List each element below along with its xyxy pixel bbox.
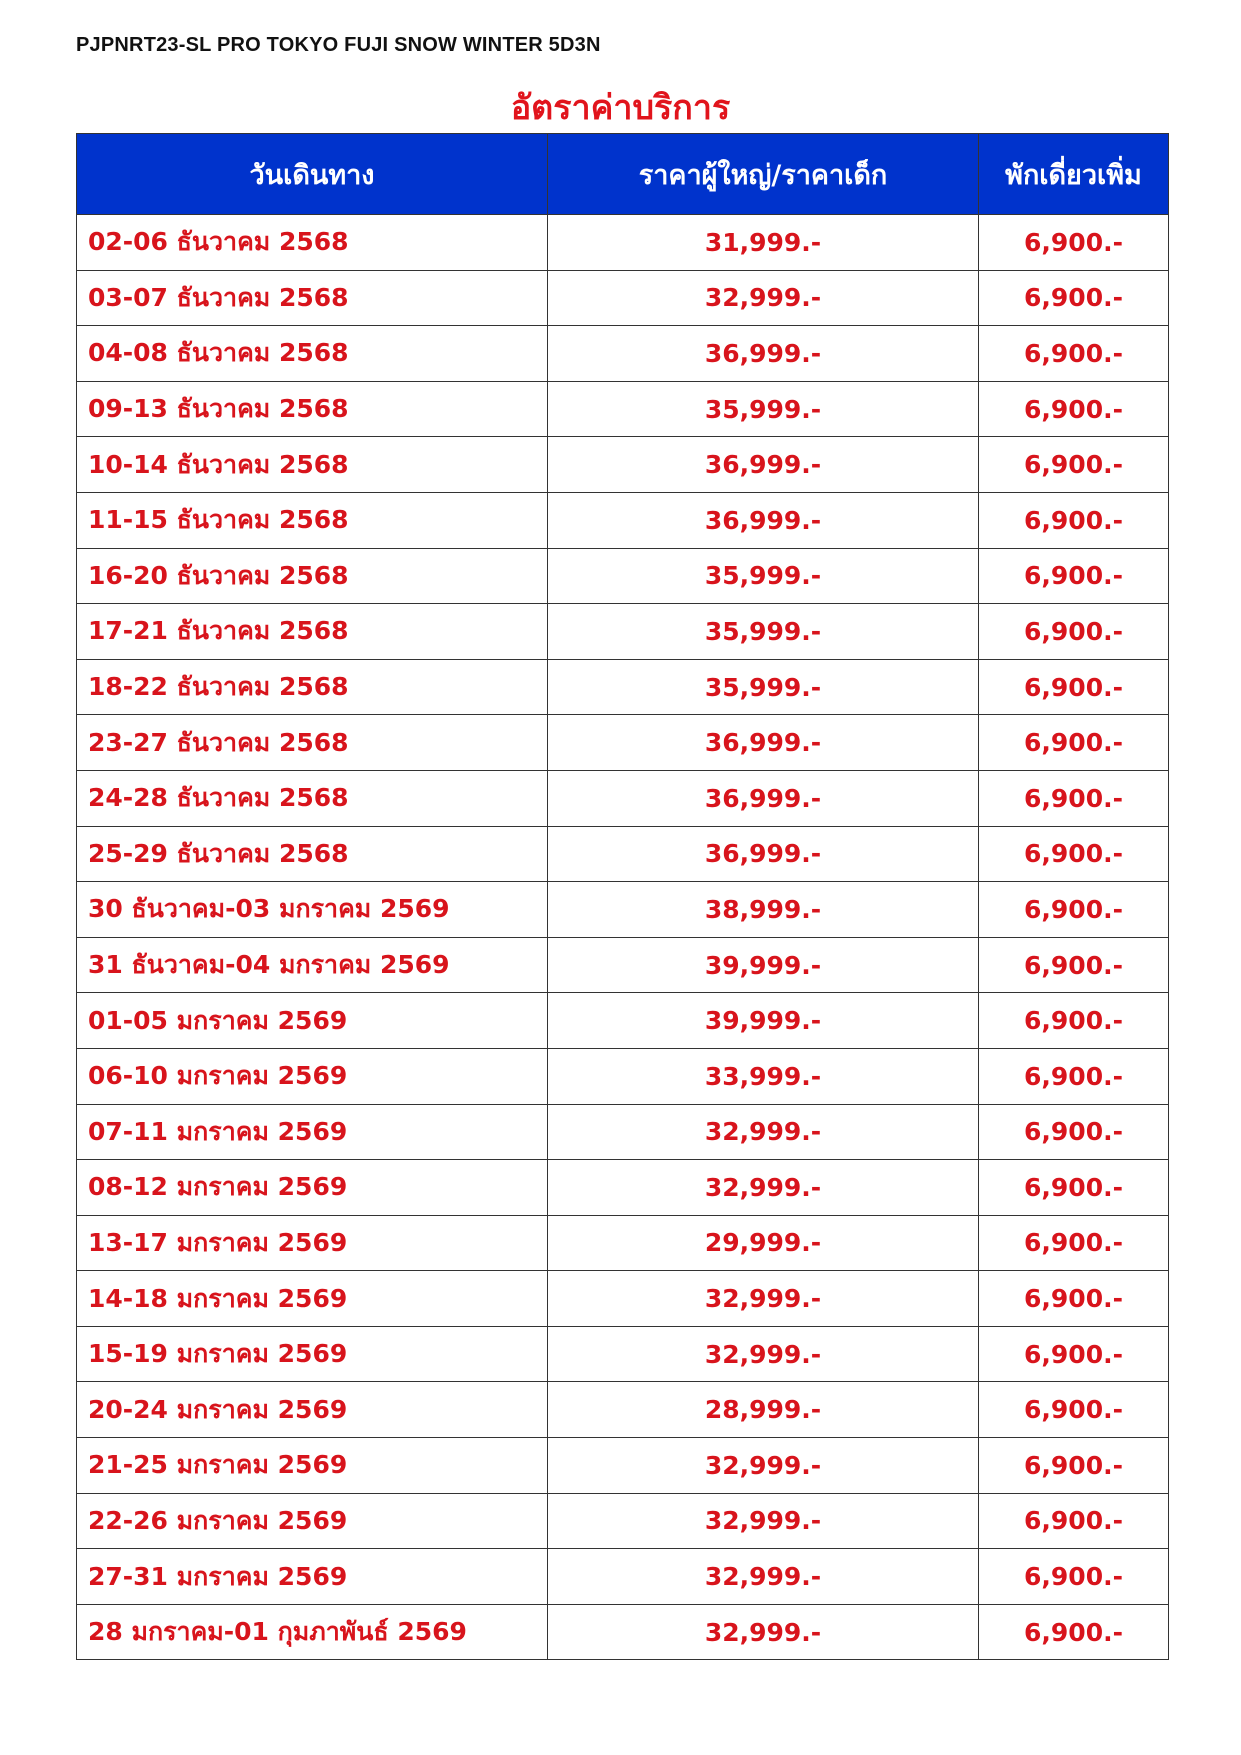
table-row bbox=[77, 1048, 1169, 1104]
single-supplement-cell: 6,900.- bbox=[979, 215, 1169, 271]
price-cell: 32,999.- bbox=[548, 1160, 979, 1216]
table-row bbox=[77, 326, 1169, 382]
price-cell: 32,999.- bbox=[548, 1493, 979, 1549]
table-row bbox=[77, 1493, 1169, 1549]
travel-date-cell: 20-24 มกราคม 2569 bbox=[77, 1382, 548, 1438]
table-row bbox=[77, 1326, 1169, 1382]
table-header-row bbox=[77, 134, 1169, 215]
travel-date-cell: 08-12 มกราคม 2569 bbox=[77, 1160, 548, 1216]
price-cell: 36,999.- bbox=[548, 826, 979, 882]
single-supplement-cell: 6,900.- bbox=[979, 659, 1169, 715]
travel-date-cell: 16-20 ธันวาคม 2568 bbox=[77, 548, 548, 604]
tour-code: PJPNRT23-SL PRO TOKYO FUJI SNOW WINTER 5D3N bbox=[76, 34, 601, 56]
price-cell: 32,999.- bbox=[548, 1438, 979, 1494]
price-cell: 36,999.- bbox=[548, 437, 979, 493]
table-row bbox=[77, 1438, 1169, 1494]
table-row bbox=[77, 993, 1169, 1049]
table-row bbox=[77, 1604, 1169, 1660]
table-row bbox=[77, 492, 1169, 548]
travel-date-cell: 02-06 ธันวาคม 2568 bbox=[77, 215, 548, 271]
travel-date-cell: 21-25 มกราคม 2569 bbox=[77, 1438, 548, 1494]
single-supplement-cell: 6,900.- bbox=[979, 381, 1169, 437]
table-row bbox=[77, 215, 1169, 271]
travel-date-cell: 15-19 มกราคม 2569 bbox=[77, 1326, 548, 1382]
travel-date-cell: 13-17 มกราคม 2569 bbox=[77, 1215, 548, 1271]
table-row bbox=[77, 548, 1169, 604]
price-cell: 32,999.- bbox=[548, 1604, 979, 1660]
price-cell: 35,999.- bbox=[548, 381, 979, 437]
single-supplement-cell: 6,900.- bbox=[979, 1382, 1169, 1438]
table-row bbox=[77, 770, 1169, 826]
table-row bbox=[77, 659, 1169, 715]
table-row bbox=[77, 715, 1169, 771]
travel-date-cell: 14-18 มกราคม 2569 bbox=[77, 1271, 548, 1327]
header-travel-date: วันเดินทาง bbox=[77, 134, 548, 215]
travel-date-cell: 17-21 ธันวาคม 2568 bbox=[77, 604, 548, 660]
travel-date-cell: 23-27 ธันวาคม 2568 bbox=[77, 715, 548, 771]
travel-date-cell: 25-29 ธันวาคม 2568 bbox=[77, 826, 548, 882]
table-row bbox=[77, 270, 1169, 326]
single-supplement-cell: 6,900.- bbox=[979, 770, 1169, 826]
price-cell: 32,999.- bbox=[548, 1104, 979, 1160]
travel-date-cell: 18-22 ธันวาคม 2568 bbox=[77, 659, 548, 715]
travel-date-cell: 24-28 ธันวาคม 2568 bbox=[77, 770, 548, 826]
travel-date-cell: 03-07 ธันวาคม 2568 bbox=[77, 270, 548, 326]
single-supplement-cell: 6,900.- bbox=[979, 270, 1169, 326]
price-cell: 39,999.- bbox=[548, 993, 979, 1049]
single-supplement-cell: 6,900.- bbox=[979, 1604, 1169, 1660]
single-supplement-cell: 6,900.- bbox=[979, 1048, 1169, 1104]
table-row bbox=[77, 1382, 1169, 1438]
single-supplement-cell: 6,900.- bbox=[979, 1438, 1169, 1494]
table-row bbox=[77, 1104, 1169, 1160]
price-table bbox=[76, 133, 1169, 1660]
travel-date-cell: 09-13 ธันวาคม 2568 bbox=[77, 381, 548, 437]
travel-date-cell: 06-10 มกราคม 2569 bbox=[77, 1048, 548, 1104]
travel-date-cell: 31 ธันวาคม-04 มกราคม 2569 bbox=[77, 937, 548, 993]
price-cell: 32,999.- bbox=[548, 1326, 979, 1382]
table-row bbox=[77, 1160, 1169, 1216]
travel-date-cell: 07-11 มกราคม 2569 bbox=[77, 1104, 548, 1160]
travel-date-cell: 11-15 ธันวาคม 2568 bbox=[77, 492, 548, 548]
price-cell: 28,999.- bbox=[548, 1382, 979, 1438]
header-adult-child-price: ราคาผู้ใหญ่/ราคาเด็ก bbox=[548, 134, 979, 215]
single-supplement-cell: 6,900.- bbox=[979, 1104, 1169, 1160]
table-row bbox=[77, 604, 1169, 660]
table-row bbox=[77, 937, 1169, 993]
price-cell: 32,999.- bbox=[548, 270, 979, 326]
travel-date-cell: 04-08 ธันวาคม 2568 bbox=[77, 326, 548, 382]
table-row bbox=[77, 437, 1169, 493]
price-cell: 38,999.- bbox=[548, 882, 979, 938]
single-supplement-cell: 6,900.- bbox=[979, 715, 1169, 771]
single-supplement-cell: 6,900.- bbox=[979, 1549, 1169, 1605]
price-cell: 36,999.- bbox=[548, 715, 979, 771]
single-supplement-cell: 6,900.- bbox=[979, 1160, 1169, 1216]
single-supplement-cell: 6,900.- bbox=[979, 1326, 1169, 1382]
page-title: อัตราค่าบริการ bbox=[510, 88, 731, 128]
price-cell: 33,999.- bbox=[548, 1048, 979, 1104]
single-supplement-cell: 6,900.- bbox=[979, 604, 1169, 660]
single-supplement-cell: 6,900.- bbox=[979, 937, 1169, 993]
price-cell: 32,999.- bbox=[548, 1271, 979, 1327]
price-cell: 32,999.- bbox=[548, 1549, 979, 1605]
single-supplement-cell: 6,900.- bbox=[979, 1493, 1169, 1549]
table-row bbox=[77, 882, 1169, 938]
price-cell: 39,999.- bbox=[548, 937, 979, 993]
single-supplement-cell: 6,900.- bbox=[979, 993, 1169, 1049]
single-supplement-cell: 6,900.- bbox=[979, 826, 1169, 882]
price-cell: 35,999.- bbox=[548, 659, 979, 715]
travel-date-cell: 22-26 มกราคม 2569 bbox=[77, 1493, 548, 1549]
header-single-supplement: พักเดี่ยวเพิ่ม bbox=[979, 134, 1169, 215]
travel-date-cell: 28 มกราคม-01 กุมภาพันธ์ 2569 bbox=[77, 1604, 548, 1660]
table-row bbox=[77, 1549, 1169, 1605]
table-row bbox=[77, 1271, 1169, 1327]
single-supplement-cell: 6,900.- bbox=[979, 882, 1169, 938]
travel-date-cell: 10-14 ธันวาคม 2568 bbox=[77, 437, 548, 493]
single-supplement-cell: 6,900.- bbox=[979, 1271, 1169, 1327]
single-supplement-cell: 6,900.- bbox=[979, 492, 1169, 548]
price-cell: 35,999.- bbox=[548, 548, 979, 604]
travel-date-cell: 27-31 มกราคม 2569 bbox=[77, 1549, 548, 1605]
travel-date-cell: 01-05 มกราคม 2569 bbox=[77, 993, 548, 1049]
single-supplement-cell: 6,900.- bbox=[979, 437, 1169, 493]
single-supplement-cell: 6,900.- bbox=[979, 548, 1169, 604]
price-cell: 36,999.- bbox=[548, 492, 979, 548]
single-supplement-cell: 6,900.- bbox=[979, 1215, 1169, 1271]
single-supplement-cell: 6,900.- bbox=[979, 326, 1169, 382]
table-row bbox=[77, 381, 1169, 437]
travel-date-cell: 30 ธันวาคม-03 มกราคม 2569 bbox=[77, 882, 548, 938]
price-cell: 31,999.- bbox=[548, 215, 979, 271]
table-row bbox=[77, 1215, 1169, 1271]
price-cell: 29,999.- bbox=[548, 1215, 979, 1271]
price-cell: 36,999.- bbox=[548, 770, 979, 826]
table-row bbox=[77, 826, 1169, 882]
price-cell: 36,999.- bbox=[548, 326, 979, 382]
price-cell: 35,999.- bbox=[548, 604, 979, 660]
